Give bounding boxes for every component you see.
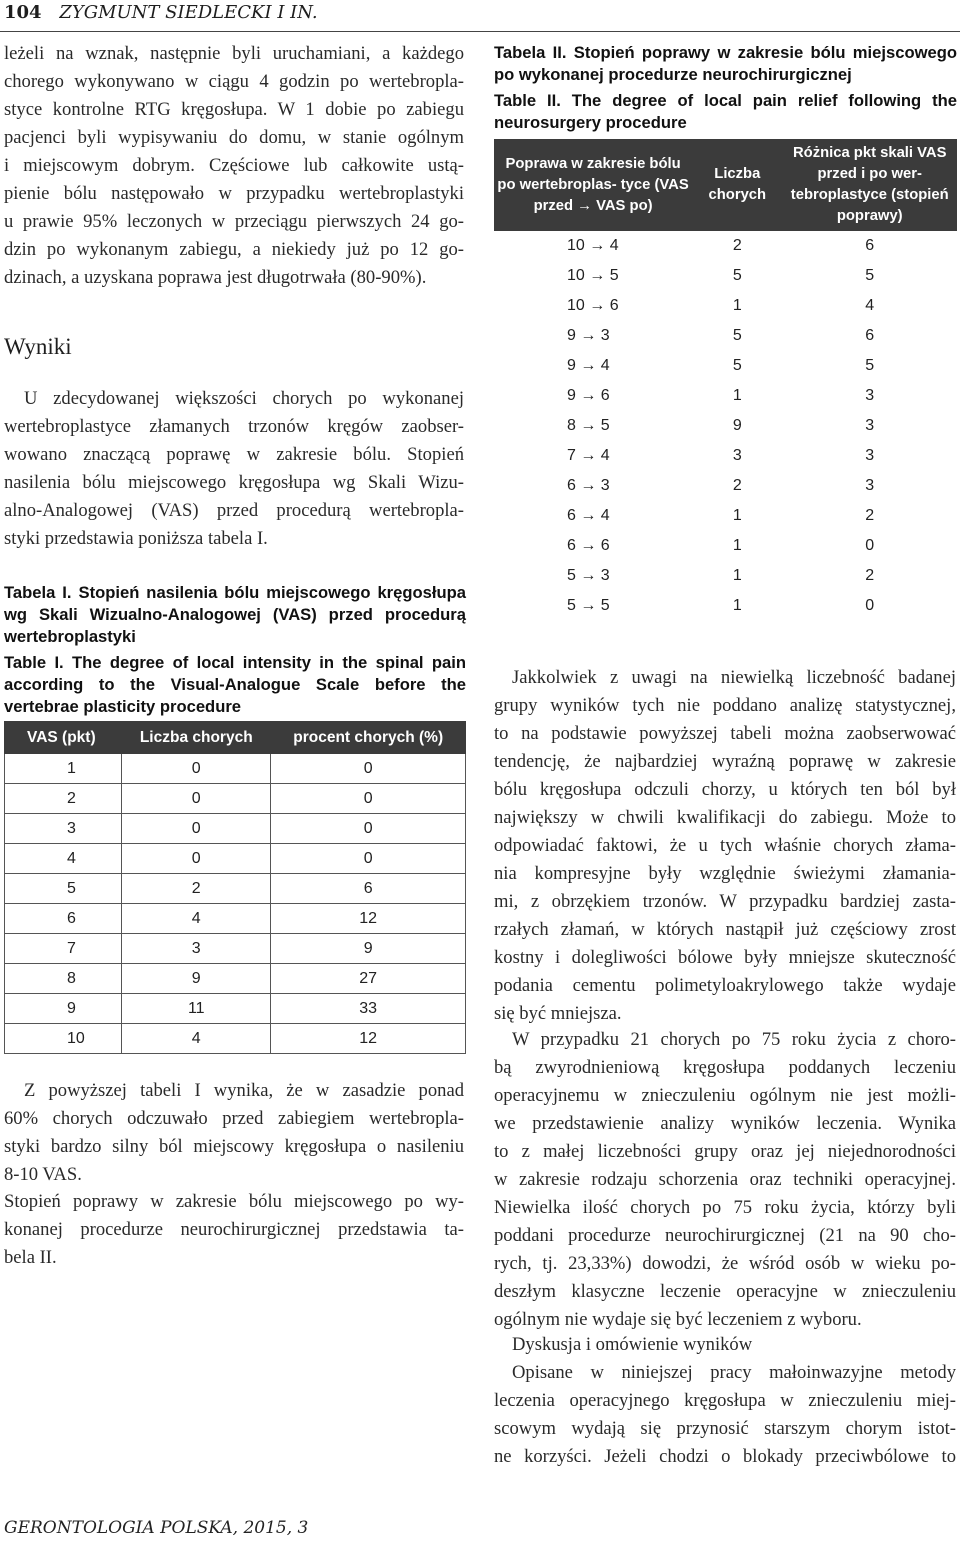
text-line: chorego wykonywano w ciągu 4 godzin po wertebropla- — [4, 71, 464, 92]
table2-label-pl: Tabela II. — [494, 43, 567, 62]
table-row — [5, 784, 466, 814]
table-row — [494, 561, 957, 591]
table-cell: 8 — [5, 964, 122, 994]
text-line: nia kompresyjne były względnie świeżymi złamania- — [494, 863, 956, 884]
table-cell: 5 — [692, 261, 782, 291]
table-row — [5, 874, 466, 904]
table-cell: 0 — [122, 754, 271, 784]
table-cell: 4 — [782, 291, 957, 321]
table1-label-en: Table I. — [4, 653, 64, 672]
right-paragraph-2 — [494, 1026, 956, 1334]
text-line: deszłym klasyczne leczenie operacyjne w znieczuleniu — [494, 1281, 956, 1302]
table-cell: 5 → 5 — [494, 591, 692, 621]
intro-paragraph — [4, 40, 464, 292]
table-cell: 7 → 4 — [494, 441, 692, 471]
table-row — [494, 321, 957, 351]
table-cell: 2 — [782, 501, 957, 531]
table1-caption-en — [4, 652, 466, 718]
text-line: styce kontrolne RTG kręgosłupa. W 1 dobie po zabiegu — [4, 99, 464, 120]
table1-discussion — [4, 1077, 464, 1189]
table-row — [5, 964, 466, 994]
text-line: W przypadku 21 chorych po 75 roku życia z choro- — [512, 1029, 956, 1050]
text-line: wertebroplastyce złamanych trzonów kręgów zaobser- — [4, 416, 464, 437]
table-cell: 1 — [692, 291, 782, 321]
table-cell: 9 → 6 — [494, 381, 692, 411]
running-title: ZYGMUNT SIEDLECKI I IN. — [59, 2, 318, 23]
table-cell: 9 → 4 — [494, 351, 692, 381]
table-cell: 3 — [122, 934, 271, 964]
table-cell: 10 → 6 — [494, 291, 692, 321]
table-cell: 9 — [271, 934, 466, 964]
table-row — [494, 501, 957, 531]
text-line: odpowiadać faktowi, że u tych właśnie chorych złama- — [494, 835, 956, 856]
table-row — [5, 934, 466, 964]
text-line: styki przedstawia poniższa tabela I. — [4, 528, 268, 549]
text-line: we przedstawienie analizy wyników leczenia. Wynika — [494, 1113, 956, 1134]
table-cell: 5 → 3 — [494, 561, 692, 591]
table-cell: 5 — [782, 351, 957, 381]
header-rule — [0, 31, 960, 32]
text-line: dzin po wykonanym zabiegu, a niekiedy już po 12 go- — [4, 239, 464, 260]
table1-title-en: The degree of local intensity in the spinal pain according to the Visual-Analogue Scale before the vertebrae plasticity procedure — [4, 653, 466, 716]
table-cell: 1 — [5, 754, 122, 784]
text-line: poddani procedurze neurochirurgicznej (21 na 90 cho- — [494, 1225, 956, 1246]
text-line: bólu kręgosłupa odczuli chorzy, u których ten ból był — [494, 779, 956, 800]
table2-title-pl: Stopień poprawy w zakresie bólu miejscowego po wykonanej procedurze neurochirurgicznej — [494, 43, 957, 84]
table-cell: 2 — [692, 231, 782, 261]
table-cell: 0 — [122, 814, 271, 844]
column-header: Liczba chorych — [692, 139, 782, 231]
text-line: rzałych złamań, w których nastąpił już częściowy zrost — [494, 919, 956, 940]
column-header: VAS (pkt) — [5, 722, 122, 754]
text-line: nasilenia bólu miejscowego kręgosłupa wg Skali Wizu- — [4, 472, 464, 493]
table-cell: 1 — [692, 381, 782, 411]
table-cell: 6 → 6 — [494, 531, 692, 561]
table-cell: 0 — [122, 784, 271, 814]
text-line: bą zwyrodnieniową kręgosłupa poddanych leczeniu — [494, 1057, 956, 1078]
text-line: leczenia operacyjnego kręgosłupa w znieczuleniu miej- — [494, 1390, 956, 1411]
table-cell: 6 — [271, 874, 466, 904]
table-cell: 4 — [122, 904, 271, 934]
text-line: dzinach, a uzyskana poprawa jest długotrwała (80-90%). — [4, 267, 427, 288]
table-cell: 2 — [782, 561, 957, 591]
table-cell: 3 — [782, 411, 957, 441]
table2-lead — [4, 1188, 464, 1272]
text-line: Z powyższej tabeli I wynika, że w zasadzie ponad — [24, 1080, 464, 1101]
table-row — [494, 531, 957, 561]
table-cell: 1 — [692, 591, 782, 621]
text-line: bela II. — [4, 1247, 57, 1268]
table-cell: 12 — [271, 904, 466, 934]
text-line: to na podstawie powyższej tabeli można zaobserwować — [494, 723, 956, 744]
table-cell: 0 — [782, 531, 957, 561]
table1-title-pl: Stopień nasilenia bólu miejscowego kręgosłupa wg Skali Wizualno-Analogowej (VAS) przed procedurą wertebroplastyki — [4, 583, 466, 646]
table-cell: 9 — [5, 994, 122, 1024]
table-cell: 3 — [782, 381, 957, 411]
text-line: w zakresie rodzaju schorzenia oraz techniki operacyjnej. — [494, 1169, 956, 1190]
text-line: grupy wyników tych nie poddano analizę statystycznej, — [494, 695, 956, 716]
text-line: Stopień poprawy w zakresie bólu miejscowego po wy- — [4, 1191, 464, 1212]
table-header-row — [5, 722, 466, 754]
text-line: pienie bólu następowało w przypadku wertebroplastyki — [4, 183, 464, 204]
text-line: U zdecydowanej większości chorych po wykonanej — [24, 388, 464, 409]
table-cell: 0 — [271, 844, 466, 874]
table-cell: 27 — [271, 964, 466, 994]
text-line: Niewielka ilość chorych po 75 roku życia, którzy byli — [494, 1197, 956, 1218]
table-cell: 0 — [271, 754, 466, 784]
text-line: konanej procedurze neurochirurgicznej przedstawia ta- — [4, 1219, 464, 1240]
text-line: u prawie 95% leczonych w przeciągu pierwszych 24 go- — [4, 211, 464, 232]
table-cell: 8 → 5 — [494, 411, 692, 441]
table-cell: 9 — [692, 411, 782, 441]
table-cell: 6 — [782, 321, 957, 351]
table-cell: 7 — [5, 934, 122, 964]
text-line: leżeli na wznak, następnie byli uruchamiani, a każdego — [4, 43, 464, 64]
text-line: 60% chorych odczuwało przed zabiegiem wertebropla- — [4, 1108, 464, 1129]
page-number: 104 — [4, 2, 42, 23]
table-cell: 1 — [692, 501, 782, 531]
table-cell: 10 → 4 — [494, 231, 692, 261]
text-line: pacjenci byli wypisywaniu do domu, w stanie ogólnym — [4, 127, 464, 148]
table-row — [494, 261, 957, 291]
table-row — [494, 411, 957, 441]
table-row — [494, 291, 957, 321]
column-header: Różnica pkt skali VAS przed i po wer- tebroplastyce (stopień poprawy) — [782, 139, 957, 231]
table-cell: 4 — [5, 844, 122, 874]
table-cell: 11 — [122, 994, 271, 1024]
table-cell: 5 — [692, 351, 782, 381]
text-line: podania cementu polimetyloakrylowego także wydaje — [494, 975, 956, 996]
table-row — [494, 441, 957, 471]
table-cell: 6 → 4 — [494, 501, 692, 531]
text-line: scowym wydają się przynosić starszym chorym istot- — [494, 1418, 956, 1439]
right-paragraph-3 — [494, 1359, 956, 1471]
table-cell: 5 — [692, 321, 782, 351]
table-row — [5, 994, 466, 1024]
table-row — [5, 904, 466, 934]
table-row — [5, 1024, 466, 1054]
section-heading-results: Wyniki — [4, 334, 72, 359]
table-cell: 33 — [271, 994, 466, 1024]
column-header: Liczba chorych — [122, 722, 271, 754]
table-cell: 0 — [122, 844, 271, 874]
text-line: i miejscowym dobrym. Częściowe lub całkowite ustą- — [4, 155, 464, 176]
table-1 — [4, 721, 466, 1054]
text-line: tendencję, że najbardziej wyraźną poprawę w zakresie — [494, 751, 956, 772]
table-cell: 6 — [5, 904, 122, 934]
text-line: kostny i dolegliwości bólowe były mniejsze skuteczność — [494, 947, 956, 968]
text-line: operacyjnemu w znieczuleniu ogólnym nie jest możli- — [494, 1085, 956, 1106]
table-cell: 10 → 5 — [494, 261, 692, 291]
table-row — [5, 814, 466, 844]
table-row — [5, 844, 466, 874]
table-2 — [494, 139, 957, 621]
text-line: rych, tj. 23,33%) dowodzi, że wśród osób w wieku po- — [494, 1253, 956, 1274]
table2-label-en: Table II. — [494, 91, 561, 110]
column-header: Poprawa w zakresie bólu po wertebroplas- tyce (VAS przed → VAS po) — [494, 139, 692, 231]
right-paragraph-1 — [494, 664, 956, 1028]
table-cell: 10 — [5, 1024, 122, 1054]
table-cell: 5 — [782, 261, 957, 291]
table-cell: 12 — [271, 1024, 466, 1054]
table-cell: 1 — [692, 561, 782, 591]
text-line: wowano znaczącą poprawę w zakresie bólu. Stopień — [4, 444, 464, 465]
table1-label-pl: Tabela I. — [4, 583, 72, 602]
table-cell: 0 — [271, 814, 466, 844]
results-paragraph — [4, 385, 464, 553]
table-cell: 4 — [122, 1024, 271, 1054]
text-line: mi, z obrzękiem trzonów. W przypadku bardziej zasta- — [494, 891, 956, 912]
text-line: się być mniejsza. — [494, 1003, 622, 1024]
text-line: 8-10 VAS. — [4, 1164, 82, 1185]
table-cell: 3 — [782, 441, 957, 471]
table-row — [5, 754, 466, 784]
table-cell: 5 — [5, 874, 122, 904]
table2-caption-pl — [494, 42, 957, 86]
table-cell: 6 → 3 — [494, 471, 692, 501]
table-cell: 9 — [122, 964, 271, 994]
table-header-row — [494, 139, 957, 231]
table-cell: 3 — [782, 471, 957, 501]
table1-caption-pl — [4, 582, 466, 648]
table-cell: 9 → 3 — [494, 321, 692, 351]
column-header: procent chorych (%) — [271, 722, 466, 754]
text-line: Jakkolwiek z uwagi na niewielką liczebność badanej — [512, 667, 956, 688]
table-row — [494, 231, 957, 261]
section-heading-discussion: Dyskusja i omówienie wyników — [512, 1334, 753, 1355]
journal-footer: GERONTOLOGIA POLSKA, 2015, 3 — [4, 1518, 309, 1538]
table2-caption-en — [494, 90, 957, 134]
text-line: ne korzyści. Jeżeli chodzi o blokady przeciwbólowe to — [494, 1446, 956, 1467]
table-cell: 6 — [782, 231, 957, 261]
table-cell: 3 — [5, 814, 122, 844]
table2-title-en: The degree of local pain relief following the neurosurgery procedure — [494, 91, 957, 132]
table-cell: 2 — [692, 471, 782, 501]
table-cell: 0 — [271, 784, 466, 814]
text-line: to z małej liczebności grupy oraz jej niejednorodności — [494, 1141, 956, 1162]
table-cell: 3 — [692, 441, 782, 471]
table-cell: 2 — [122, 874, 271, 904]
running-header — [4, 2, 944, 28]
text-line: ogólnym nie wydaje się być leczeniem z wyboru. — [494, 1309, 862, 1330]
table-row — [494, 381, 957, 411]
table-cell: 0 — [782, 591, 957, 621]
table-cell: 2 — [5, 784, 122, 814]
text-line: alno-Analogowej (VAS) przed procedurą wertebropla- — [4, 500, 464, 521]
table-cell: 1 — [692, 531, 782, 561]
table-row — [494, 591, 957, 621]
text-line: Opisane w niniejszej pracy małoinwazyjne metody — [512, 1362, 956, 1383]
text-line: największy w chwili kwalifikacji do zabiegu. Może to — [494, 807, 956, 828]
table-row — [494, 351, 957, 381]
table-row — [494, 471, 957, 501]
text-line: styki bardzo silny ból miejscowy kręgosłupa o nasileniu — [4, 1136, 464, 1157]
